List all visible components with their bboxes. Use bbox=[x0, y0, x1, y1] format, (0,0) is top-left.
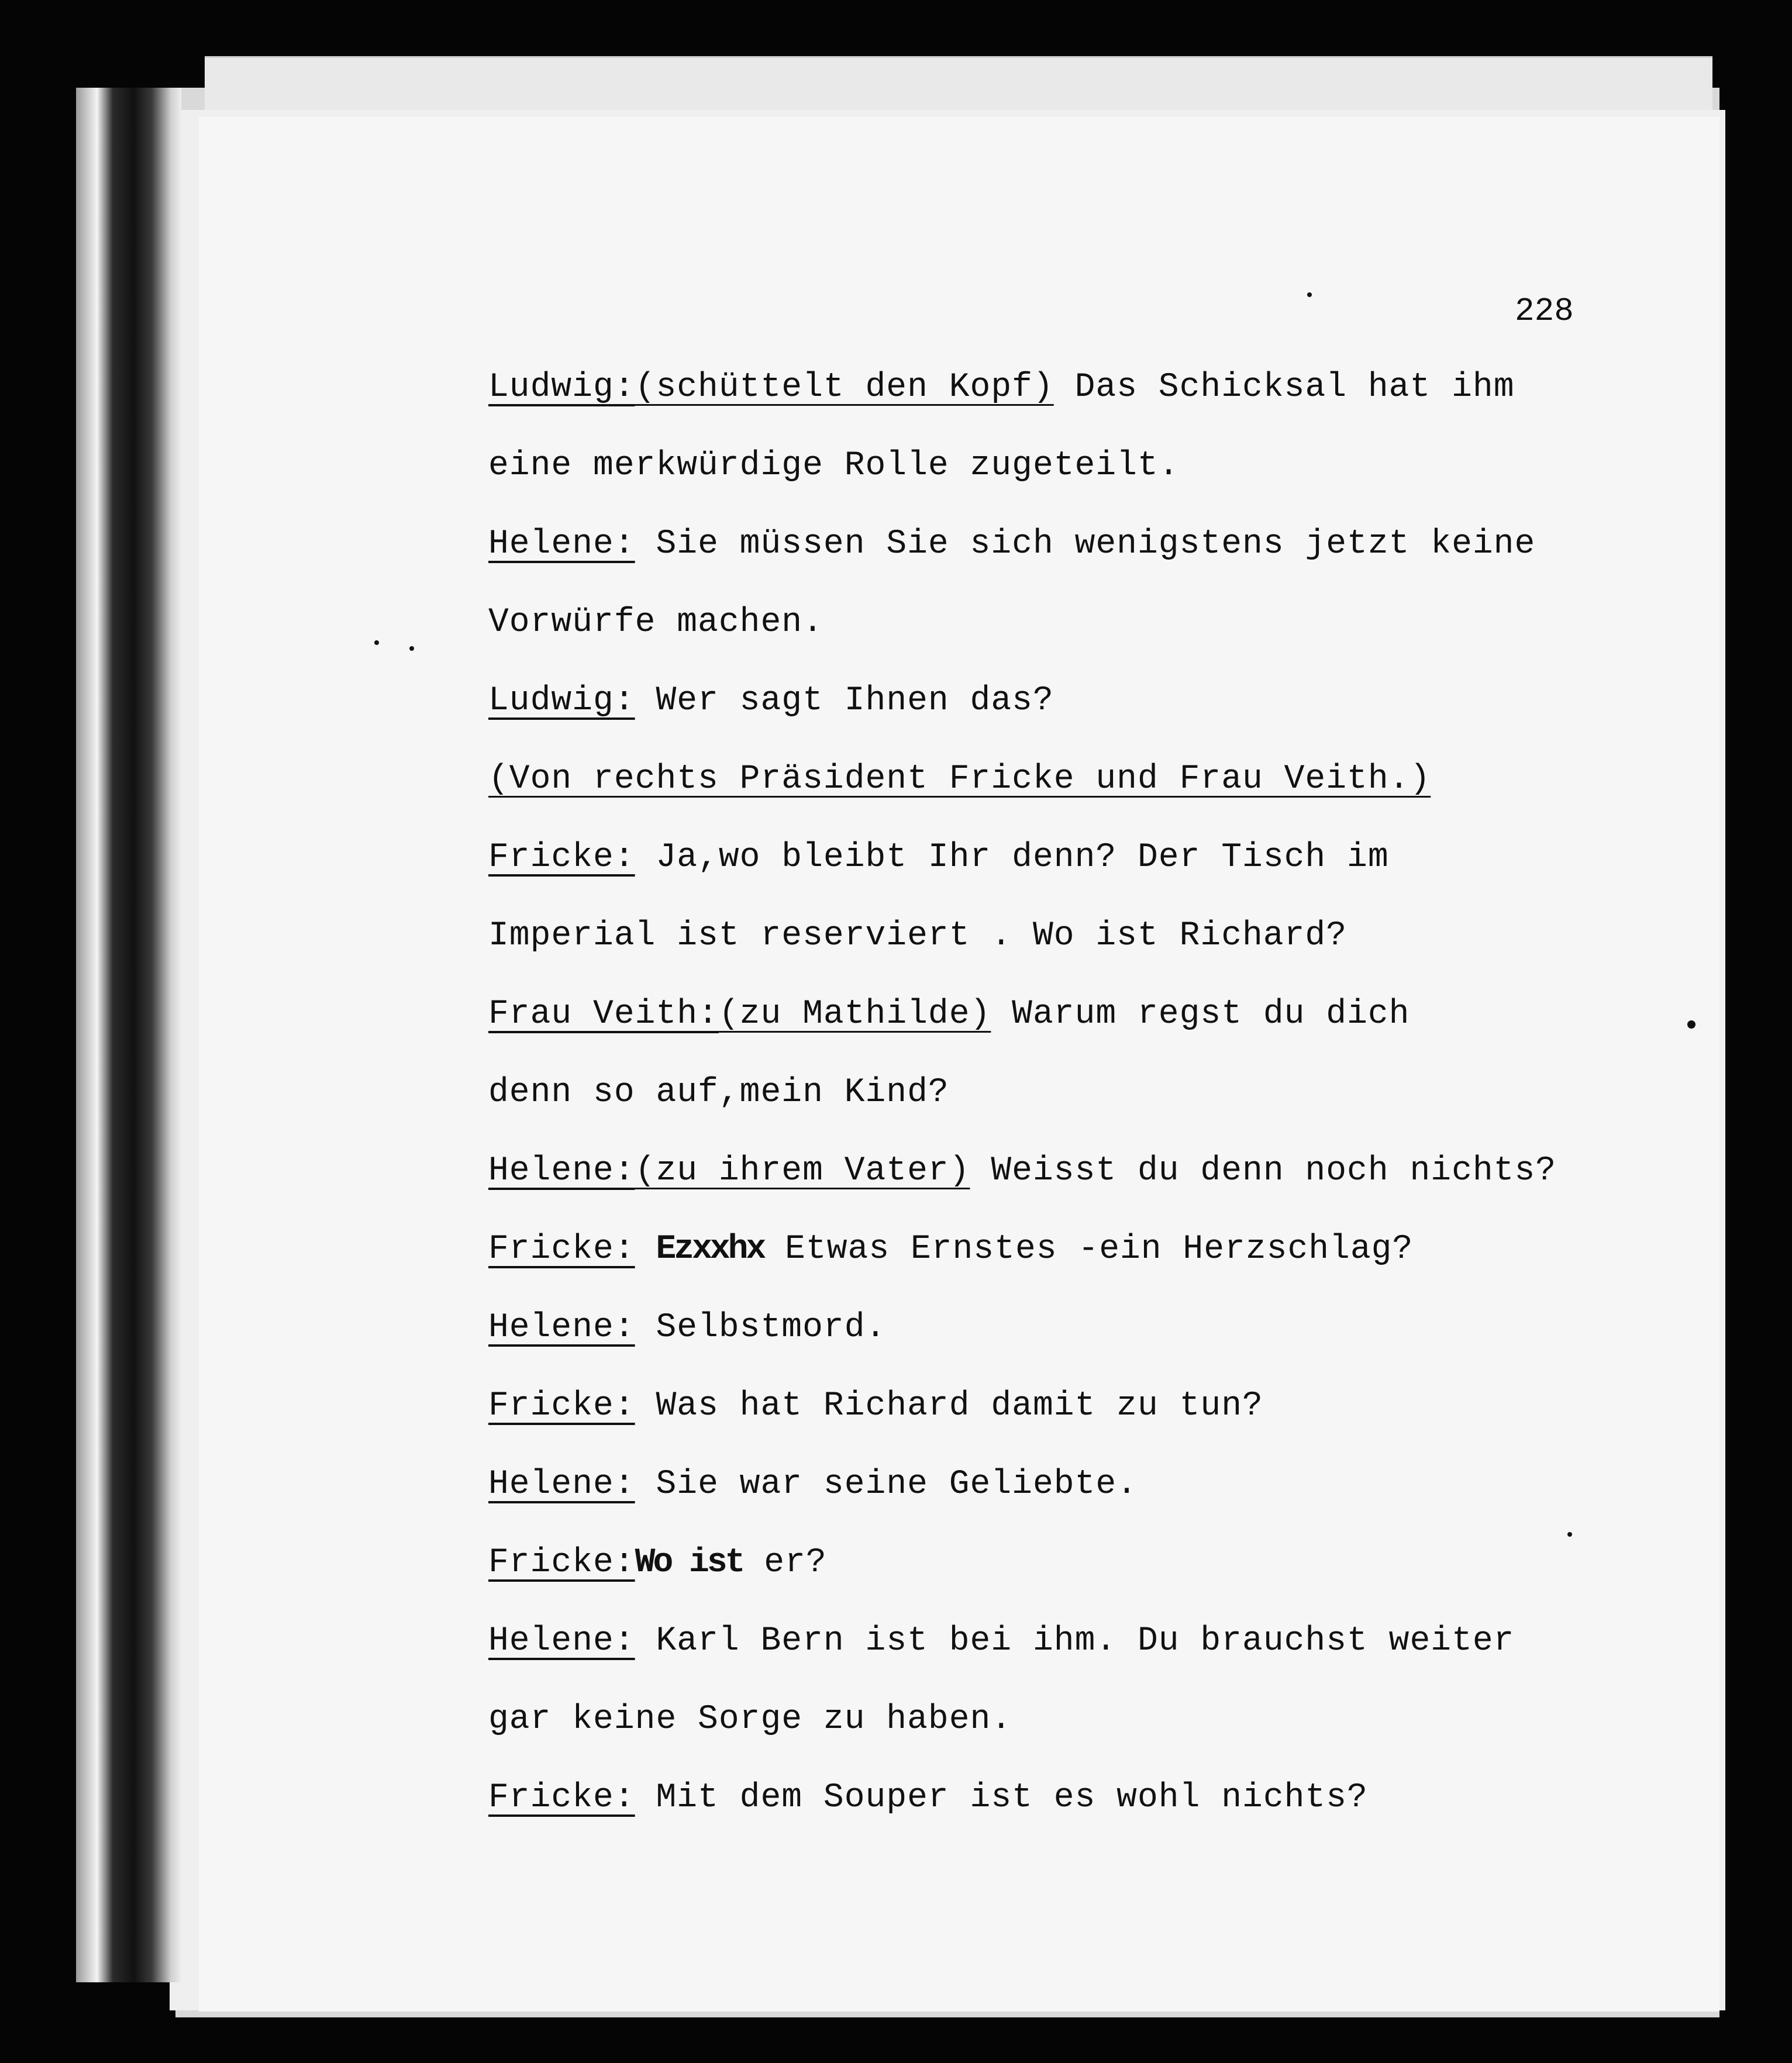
speaker-name: Helene: bbox=[488, 1465, 635, 1503]
struck-out-text: Ezxxhx bbox=[656, 1230, 764, 1268]
page-number: 228 bbox=[1515, 292, 1574, 330]
speech-text: Imperial ist reserviert . Wo ist Richard? bbox=[488, 917, 1348, 955]
speech-text: Etwas Ernstes -ein Herzschlag? bbox=[785, 1230, 1414, 1268]
speech-text: Sie müssen Sie sich wenigstens jetzt keine bbox=[656, 525, 1536, 563]
speech-text: Karl Bern ist bei ihm. Du brauchst weiter bbox=[656, 1622, 1515, 1660]
dialogue-line bbox=[488, 525, 1658, 603]
speech-text: er? bbox=[764, 1544, 827, 1582]
speech-text: Wer sagt Ihnen das? bbox=[656, 682, 1054, 720]
speaker-name: Helene: bbox=[488, 525, 635, 563]
dialogue-line bbox=[488, 682, 1658, 760]
dialogue-line bbox=[488, 368, 1658, 447]
dialogue-line bbox=[488, 1152, 1658, 1230]
speaker-name: Helene: bbox=[488, 1309, 635, 1347]
dialogue-line bbox=[488, 1387, 1658, 1465]
binding-edge bbox=[76, 88, 181, 1982]
scan-speck bbox=[1567, 1532, 1572, 1537]
dialogue-line bbox=[488, 760, 1658, 839]
dialogue-line bbox=[488, 1700, 1658, 1779]
speech-text: Was hat Richard damit zu tun? bbox=[656, 1387, 1263, 1425]
speaker-name: Fricke: bbox=[488, 1779, 635, 1817]
speaker-name: Fricke: bbox=[488, 1230, 635, 1268]
stage-direction: (zu Mathilde) bbox=[718, 995, 991, 1033]
speech-text: Warum regst du dich bbox=[1012, 995, 1410, 1033]
speech-text: eine merkwürdige Rolle zugeteilt. bbox=[488, 447, 1180, 485]
speaker-name: Ludwig: bbox=[488, 682, 635, 720]
dialogue-line bbox=[488, 1544, 1658, 1622]
speaker-name: Ludwig: bbox=[488, 368, 635, 406]
scan-speck bbox=[1687, 1020, 1695, 1029]
speaker-name: Fricke: bbox=[488, 1387, 635, 1425]
stage-direction: (schüttelt den Kopf) bbox=[635, 368, 1054, 406]
speaker-name: Fricke: bbox=[488, 839, 635, 877]
speech-text: Mit dem Souper ist es wohl nichts? bbox=[656, 1779, 1368, 1817]
speech-text: Das Schicksal hat ihm bbox=[1074, 368, 1515, 406]
speaker-name: Frau Veith: bbox=[488, 995, 719, 1033]
speech-text: denn so auf,mein Kind? bbox=[488, 1074, 949, 1112]
dialogue-line bbox=[488, 995, 1658, 1074]
speaker-name: Fricke: bbox=[488, 1544, 635, 1582]
dialogue-line bbox=[488, 1465, 1658, 1544]
stage-direction: (Von rechts Präsident Fricke und Frau Veith.) bbox=[488, 760, 1431, 798]
stage-direction: (zu ihrem Vater) bbox=[635, 1152, 970, 1190]
speech-text: Selbstmord. bbox=[656, 1309, 887, 1347]
scan-speck bbox=[374, 640, 379, 645]
struck-out-text: Wo ist bbox=[635, 1544, 743, 1582]
speech-text: Vorwürfe machen. bbox=[488, 603, 823, 641]
dialogue-line bbox=[488, 839, 1658, 917]
dialogue-line bbox=[488, 1779, 1658, 1857]
dialogue-line bbox=[488, 1230, 1658, 1309]
dialogue-line bbox=[488, 917, 1658, 995]
dialogue-line bbox=[488, 603, 1658, 682]
speech-text: Sie war seine Geliebte. bbox=[656, 1465, 1138, 1503]
speech-text: Ja,wo bleibt Ihr denn? Der Tisch im bbox=[656, 839, 1389, 877]
speaker-name: Helene: bbox=[488, 1152, 635, 1190]
scan-speck bbox=[1307, 292, 1312, 297]
scan-speck bbox=[409, 646, 414, 651]
dialogue-line bbox=[488, 1309, 1658, 1387]
speaker-name: Helene: bbox=[488, 1622, 635, 1660]
dialogue-line bbox=[488, 1074, 1658, 1152]
speech-text: Weisst du denn noch nichts? bbox=[991, 1152, 1557, 1190]
dialogue-body bbox=[488, 368, 1658, 1857]
dialogue-line bbox=[488, 1622, 1658, 1700]
dialogue-line bbox=[488, 447, 1658, 525]
speech-text: gar keine Sorge zu haben. bbox=[488, 1700, 1012, 1738]
